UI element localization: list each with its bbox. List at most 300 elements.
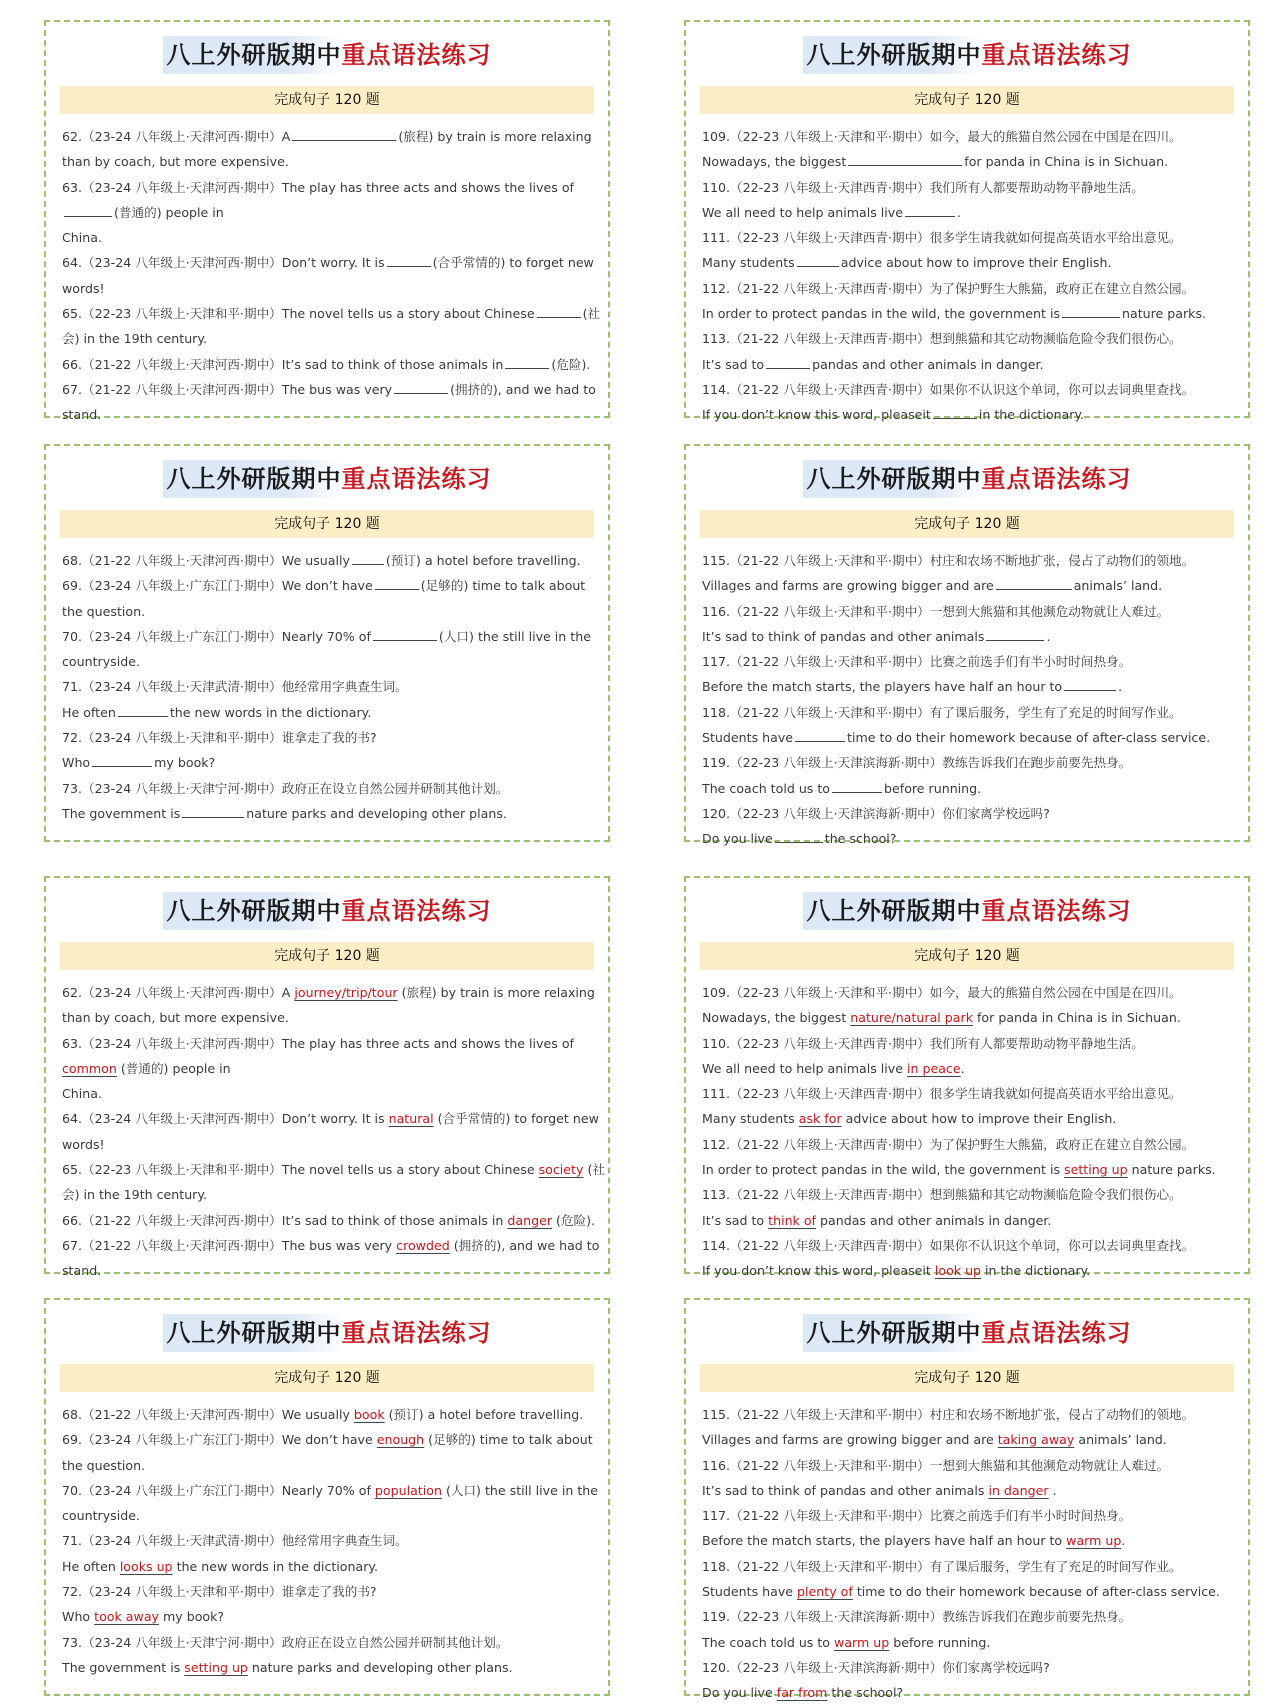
line-text: the school?	[824, 831, 897, 847]
line-text: 115.（21-22 八年级上·天津和平·期中）村庄和农场不断地扩张，侵占了动物们的领地。	[702, 553, 1195, 568]
question-list	[702, 548, 1232, 852]
line-text: Villages and farms are growing bigger and are	[702, 1432, 998, 1448]
line-text: Who	[62, 755, 91, 771]
line-text: Villages and farms are growing bigger and are	[702, 578, 994, 594]
line-text: 117.（21-22 八年级上·天津和平·期中）比赛之前选手们有半小时时间热身。	[702, 654, 1132, 670]
line-text: before running.	[889, 1634, 991, 1650]
answer-text: looks up	[119, 1558, 173, 1574]
question-line	[62, 1478, 598, 1503]
line-text: (旅程) by train is more relaxing	[397, 985, 595, 1000]
line-text: 112.（21-22 八年级上·天津西青·期中）为了保护野生大熊猫，政府正在建立自然公园。	[702, 1136, 1195, 1152]
line-text: 119.（22-23 八年级上·天津滨海新·期中）教练告诉我们在跑步前要先热身。	[702, 755, 1132, 771]
answer-text: taking away	[997, 1432, 1075, 1448]
page-title	[46, 1314, 608, 1354]
line-text: We all need to help animals live	[702, 1060, 907, 1076]
answer-card	[684, 1298, 1250, 1701]
section-banner: 完成句子 120 题	[60, 510, 594, 538]
question-line	[62, 1031, 592, 1056]
question-line	[702, 326, 1232, 351]
question-line	[62, 1208, 596, 1233]
line-text: 70.（23-24 八年级上·广东江门·期中）Nearly 70% of	[62, 628, 371, 644]
line-text: words!	[62, 1136, 105, 1152]
line-text: .	[1118, 679, 1123, 695]
line-text: Nowadays, the biggest	[702, 154, 847, 170]
answer-text: common	[62, 1060, 117, 1076]
page-title	[686, 36, 1248, 76]
question-line	[62, 1106, 599, 1131]
line-text: (普通的) people in	[114, 204, 224, 220]
title-black-part: 八上外研版期中	[803, 1314, 982, 1352]
question-line	[62, 1579, 592, 1604]
answer-text: in danger	[988, 1482, 1049, 1498]
answer-blank	[933, 404, 977, 419]
line-text: Before the match starts, the players have half an hour to	[702, 1533, 1067, 1549]
line-text: 会) in the 19th century.	[62, 331, 208, 347]
answer-blank	[795, 727, 845, 742]
answer-text: took away	[94, 1609, 159, 1625]
answer-blank	[905, 202, 955, 217]
line-text: The government is	[62, 805, 181, 821]
line-text: before running.	[884, 780, 982, 796]
answer-blank	[118, 702, 168, 717]
question-line	[702, 1056, 1232, 1081]
title-black-part: 八上外研版期中	[163, 460, 342, 498]
title-red-part: 重点语法练习	[341, 41, 492, 69]
question-line	[702, 750, 1232, 775]
title-red-part: 重点语法练习	[981, 41, 1132, 69]
question-line	[702, 1402, 1232, 1427]
answer-text: look up	[934, 1263, 982, 1279]
question-line	[62, 1427, 592, 1452]
line-text: Students have	[702, 1584, 798, 1600]
answer-text: far from	[776, 1685, 828, 1701]
page-title	[46, 36, 608, 76]
line-text: pandas and other animals in danger.	[812, 356, 1044, 372]
line-text: the question.	[62, 1457, 146, 1473]
question-line	[62, 276, 592, 301]
line-text: pandas and other animals in danger.	[816, 1212, 1052, 1228]
question-line	[62, 700, 592, 725]
line-text: countryside.	[62, 654, 140, 670]
page-title	[46, 892, 608, 932]
line-text: 62.（23-24 八年级上·天津河西·期中）A	[62, 985, 295, 1000]
line-text: (合乎常情的) to forget new	[433, 1111, 599, 1127]
line-text: than by coach, but more expensive.	[62, 1010, 289, 1026]
question-line	[702, 649, 1232, 674]
question-line	[62, 599, 592, 624]
answer-card	[44, 1298, 610, 1696]
line-text: The coach told us to	[702, 780, 831, 796]
exercise-card	[684, 20, 1250, 423]
line-text: 120.（22-23 八年级上·天津滨海新·期中）你们家离学校远吗?	[702, 805, 1050, 821]
question-line	[62, 301, 601, 326]
question-line	[702, 980, 1232, 1005]
question-line	[62, 1157, 605, 1182]
question-line	[62, 725, 592, 750]
answer-text: nature/natural park	[850, 1010, 973, 1026]
question-line	[702, 1208, 1232, 1233]
line-text: 70.（23-24 八年级上·广东江门·期中）Nearly 70% of	[62, 1482, 375, 1498]
question-line	[702, 402, 1232, 427]
line-text: 110.（22-23 八年级上·天津西青·期中）我们所有人都要帮助动物平静地生活。	[702, 179, 1144, 195]
section-banner: 完成句子 120 题	[700, 942, 1234, 970]
line-text: 114.（21-22 八年级上·天津西青·期中）如果你不认识这个单词，你可以去词典里查找。	[702, 1237, 1195, 1253]
line-text: (普通的) people in	[116, 1060, 231, 1076]
line-text: .	[1121, 1533, 1126, 1549]
question-line	[62, 1528, 592, 1553]
answer-blank	[292, 126, 396, 141]
question-line	[62, 402, 592, 427]
line-text: .	[960, 1060, 965, 1076]
question-line	[702, 200, 1232, 225]
line-text: If you don’t know this word, pleaseit	[702, 407, 931, 423]
line-text: Do you live	[702, 1685, 777, 1701]
line-text: 69.（23-24 八年级上·广东江门·期中）We don’t have	[62, 1432, 377, 1448]
question-line	[62, 1604, 592, 1629]
line-text: advice about how to improve their English.	[841, 1111, 1117, 1127]
question-list	[702, 124, 1232, 428]
line-text: 113.（21-22 八年级上·天津西青·期中）想到熊猫和其它动物濒临危险令我们很伤心。	[702, 331, 1182, 347]
question-line	[702, 700, 1232, 725]
line-text: (人口) the still live in the	[438, 628, 591, 644]
answer-blank	[394, 379, 448, 394]
question-line	[702, 149, 1232, 174]
line-text: (预订) a hotel before travelling.	[384, 1407, 584, 1422]
line-text: It’s sad to	[702, 1212, 769, 1228]
line-text: 116.（21-22 八年级上·天津和平·期中）一想到大熊猫和其他濒危动物就让人难过。	[702, 1457, 1170, 1473]
question-line	[62, 175, 592, 200]
line-text: China.	[62, 230, 102, 246]
question-line	[702, 1258, 1232, 1283]
title-red-part: 重点语法练习	[981, 1319, 1132, 1347]
line-text: 63.（23-24 八年级上·天津河西·期中）The play has three acts and shows the lives of	[62, 1035, 574, 1051]
line-text: .	[956, 204, 961, 220]
line-text: 63.（23-24 八年级上·天津河西·期中）The play has three acts and shows the lives of	[62, 179, 574, 195]
question-line	[702, 1528, 1232, 1553]
line-text: Students have	[702, 730, 794, 746]
answer-text: think of	[768, 1212, 816, 1228]
answer-blank	[182, 803, 244, 818]
question-list	[62, 980, 605, 1284]
question-line	[702, 124, 1232, 149]
answer-text: setting up	[1064, 1162, 1128, 1178]
line-text: We all need to help animals live	[702, 204, 903, 220]
question-line	[702, 1157, 1232, 1182]
answer-text: setting up	[184, 1659, 248, 1675]
question-line	[62, 1132, 592, 1157]
line-text: (社	[583, 1162, 605, 1178]
line-text: Who	[62, 1609, 95, 1625]
question-line	[702, 225, 1232, 250]
line-text: 110.（22-23 八年级上·天津西青·期中）我们所有人都要帮助动物平静地生活。	[702, 1035, 1144, 1051]
line-text: words!	[62, 280, 105, 296]
question-list	[62, 548, 592, 826]
section-banner: 完成句子 120 题	[700, 510, 1234, 538]
question-line	[702, 1233, 1232, 1258]
page-title	[686, 1314, 1248, 1354]
answer-text: plenty of	[797, 1584, 853, 1600]
line-text: in the dictionary.	[981, 1263, 1091, 1279]
line-text: time to do their homework because of after-class service.	[847, 730, 1211, 746]
question-line	[62, 1453, 592, 1478]
line-text: 73.（23-24 八年级上·天津宁河·期中）政府正在设立自然公园并研制其他计划。	[62, 780, 509, 796]
line-text: the school?	[827, 1685, 904, 1701]
question-line	[702, 1005, 1232, 1030]
question-line	[62, 1402, 592, 1427]
section-banner: 完成句子 120 题	[700, 1364, 1234, 1392]
line-text: 68.（21-22 八年级上·天津河西·期中）We usually	[62, 553, 350, 568]
line-text: 68.（21-22 八年级上·天津河西·期中）We usually	[62, 1407, 354, 1422]
question-line	[702, 826, 1232, 851]
question-line	[702, 301, 1232, 326]
line-text: 73.（23-24 八年级上·天津宁河·期中）政府正在设立自然公园并研制其他计划。	[62, 1634, 509, 1650]
line-text: (足够的) time to talk about	[420, 578, 586, 594]
line-text: (危险).	[551, 356, 591, 372]
line-text: 会) in the 19th century.	[62, 1187, 208, 1203]
question-line	[62, 1258, 592, 1283]
line-text: (社	[582, 306, 601, 322]
line-text: Many students	[702, 1111, 799, 1127]
line-text: Before the match starts, the players have half an hour to	[702, 679, 1063, 695]
question-line	[702, 801, 1232, 826]
question-line	[702, 352, 1232, 377]
question-line	[62, 801, 592, 826]
line-text: nature parks and developing other plans.	[246, 805, 507, 821]
question-line	[702, 573, 1232, 598]
line-text: 64.（23-24 八年级上·天津河西·期中）Don’t worry. It is	[62, 255, 385, 271]
question-line	[702, 377, 1232, 402]
line-text: 112.（21-22 八年级上·天津西青·期中）为了保护野生大熊猫，政府正在建立自然公园。	[702, 280, 1195, 296]
question-line	[62, 548, 592, 573]
question-line	[62, 225, 592, 250]
line-text: 65.（22-23 八年级上·天津和平·期中）The novel tells us a story about Chinese	[62, 306, 535, 322]
question-line	[62, 624, 592, 649]
line-text: in the dictionary.	[978, 407, 1085, 423]
question-line	[702, 250, 1232, 275]
line-text: .	[1048, 1482, 1057, 1498]
line-text: (拥挤的), and we had to	[450, 381, 596, 397]
question-line	[62, 674, 592, 699]
question-line	[702, 1081, 1232, 1106]
question-list	[702, 980, 1232, 1284]
line-text: China.	[62, 1086, 102, 1102]
answer-text: warm up	[1066, 1533, 1122, 1549]
answer-blank	[537, 303, 581, 318]
question-line	[62, 1005, 592, 1030]
answer-text: population	[374, 1482, 442, 1498]
question-line	[702, 725, 1232, 750]
line-text: time to do their homework because of after-class service.	[852, 1584, 1220, 1600]
line-text: 71.（23-24 八年级上·天津武清·期中）他经常用字典查生词。	[62, 679, 408, 695]
question-line	[62, 573, 592, 598]
question-line	[62, 326, 592, 351]
question-line	[62, 1554, 592, 1579]
section-banner: 完成句子 120 题	[60, 942, 594, 970]
line-text: 67.（21-22 八年级上·天津河西·期中）The bus was very	[62, 1237, 397, 1253]
question-line	[702, 1182, 1232, 1207]
title-red-part: 重点语法练习	[981, 465, 1132, 493]
question-line	[702, 1655, 1232, 1680]
page-title	[686, 460, 1248, 500]
line-text: 113.（21-22 八年级上·天津西青·期中）想到熊猫和其它动物濒临危险令我们很伤心。	[702, 1187, 1182, 1203]
line-text: 62.（23-24 八年级上·天津河西·期中）A	[62, 129, 291, 144]
question-line	[702, 624, 1232, 649]
title-black-part: 八上外研版期中	[803, 36, 982, 74]
question-line	[702, 674, 1232, 699]
answer-text: society	[538, 1162, 584, 1178]
line-text: .	[1046, 628, 1051, 644]
section-banner: 完成句子 120 题	[700, 86, 1234, 114]
answer-text: enough	[376, 1432, 425, 1448]
answer-text: journey/trip/tour	[294, 985, 398, 1000]
line-text: nature parks.	[1127, 1162, 1216, 1178]
question-line	[702, 175, 1232, 200]
question-line	[702, 1579, 1232, 1604]
line-text: (拥挤的), and we had to	[449, 1237, 600, 1253]
title-black-part: 八上外研版期中	[803, 892, 982, 930]
answer-blank	[996, 575, 1072, 590]
line-text: my book?	[154, 755, 216, 771]
question-line	[702, 1478, 1232, 1503]
line-text: stand.	[62, 407, 102, 423]
question-line	[702, 1453, 1232, 1478]
answer-blank	[64, 202, 112, 217]
question-line	[62, 377, 596, 402]
line-text: 67.（21-22 八年级上·天津河西·期中）The bus was very	[62, 381, 393, 397]
question-line	[62, 1081, 592, 1106]
exercise-card	[44, 20, 610, 423]
line-text: the new words in the dictionary.	[169, 704, 372, 720]
title-black-part: 八上外研版期中	[803, 460, 982, 498]
line-text: If you don’t know this word, pleaseit	[702, 1263, 935, 1279]
answer-text: natural	[388, 1111, 434, 1127]
exercise-card	[44, 444, 610, 842]
line-text: It’s sad to think of pandas and other animals	[702, 628, 985, 644]
answer-text: book	[353, 1407, 385, 1422]
line-text: 114.（21-22 八年级上·天津西青·期中）如果你不认识这个单词，你可以去词典里查找。	[702, 381, 1195, 397]
line-text: 109.（22-23 八年级上·天津和平·期中）如今，最大的熊猫自然公园在中国是在四川。	[702, 985, 1182, 1000]
line-text: 111.（22-23 八年级上·天津西青·期中）很多学生请我就如何提高英语水平给出意见。	[702, 230, 1182, 246]
line-text: nature parks and developing other plans.	[247, 1659, 513, 1675]
answer-blank	[505, 354, 549, 369]
line-text: 117.（21-22 八年级上·天津和平·期中）比赛之前选手们有半小时时间热身。	[702, 1508, 1132, 1524]
line-text: 120.（22-23 八年级上·天津滨海新·期中）你们家离学校远吗?	[702, 1659, 1050, 1675]
question-line	[702, 1031, 1232, 1056]
line-text: It’s sad to think of pandas and other animals	[702, 1482, 989, 1498]
line-text: 119.（22-23 八年级上·天津滨海新·期中）教练告诉我们在跑步前要先热身。	[702, 1609, 1132, 1625]
line-text: animals’ land.	[1074, 1432, 1167, 1448]
line-text: The coach told us to	[702, 1634, 835, 1650]
answer-blank	[375, 575, 419, 590]
answer-text: danger	[507, 1212, 553, 1228]
title-red-part: 重点语法练习	[981, 897, 1132, 925]
question-line	[62, 1503, 592, 1528]
answer-card	[684, 876, 1250, 1279]
answer-text: ask for	[798, 1111, 842, 1127]
question-line	[62, 980, 595, 1005]
answer-blank	[92, 752, 152, 767]
title-black-part: 八上外研版期中	[163, 1314, 342, 1352]
question-line	[62, 149, 592, 174]
exercise-card	[684, 444, 1250, 847]
question-list	[62, 1402, 598, 1680]
line-text: 69.（23-24 八年级上·广东江门·期中）We don’t have	[62, 578, 373, 594]
line-text: (预订) a hotel before travelling.	[385, 553, 581, 568]
section-banner: 完成句子 120 题	[60, 1364, 594, 1392]
title-black-part: 八上外研版期中	[163, 36, 342, 74]
answer-blank	[848, 151, 962, 166]
line-text: Many students	[702, 255, 795, 271]
line-text: (合乎常情的) to forget new	[432, 255, 594, 271]
line-text: the question.	[62, 603, 146, 619]
question-line	[702, 548, 1232, 573]
question-line	[702, 1132, 1232, 1157]
line-text: 111.（22-23 八年级上·天津西青·期中）很多学生请我就如何提高英语水平给出意见。	[702, 1086, 1182, 1102]
line-text: 109.（22-23 八年级上·天津和平·期中）如今，最大的熊猫自然公园在中国是在四川。	[702, 129, 1182, 144]
question-list	[62, 124, 601, 428]
line-text: 71.（23-24 八年级上·天津武清·期中）他经常用字典查生词。	[62, 1533, 408, 1549]
question-line	[702, 1604, 1232, 1629]
line-text: 116.（21-22 八年级上·天津和平·期中）一想到大熊猫和其他濒危动物就让人难过。	[702, 603, 1170, 619]
line-text: my book?	[159, 1609, 225, 1625]
question-line	[62, 352, 592, 377]
line-text: (足够的) time to talk about	[424, 1432, 593, 1448]
answer-blank	[387, 252, 431, 267]
question-line	[702, 1680, 1232, 1705]
line-text: The government is	[62, 1659, 185, 1675]
question-line	[62, 750, 592, 775]
question-line	[702, 599, 1232, 624]
question-line	[702, 1106, 1232, 1131]
line-text: 64.（23-24 八年级上·天津河西·期中）Don’t worry. It is	[62, 1111, 389, 1127]
line-text: countryside.	[62, 1508, 140, 1524]
question-line	[702, 1630, 1232, 1655]
line-text: for panda in China is in Sichuan.	[973, 1010, 1181, 1026]
answer-blank	[1064, 676, 1116, 691]
line-text: stand.	[62, 1263, 102, 1279]
answer-text: warm up	[834, 1634, 890, 1650]
line-text: for panda in China is in Sichuan.	[964, 154, 1169, 170]
line-text: 115.（21-22 八年级上·天津和平·期中）村庄和农场不断地扩张，侵占了动物们的领地。	[702, 1407, 1195, 1422]
title-red-part: 重点语法练习	[341, 465, 492, 493]
answer-blank	[766, 354, 810, 369]
line-text: 65.（22-23 八年级上·天津和平·期中）The novel tells us a story about Chinese	[62, 1162, 539, 1178]
line-text: animals’ land.	[1073, 578, 1163, 594]
line-text: Do you live	[702, 831, 773, 847]
line-text: It’s sad to	[702, 356, 765, 372]
answer-blank	[797, 252, 839, 267]
answer-blank	[775, 828, 823, 843]
line-text: than by coach, but more expensive.	[62, 154, 289, 170]
answer-blank	[986, 626, 1044, 641]
line-text: nature parks.	[1122, 306, 1207, 322]
answer-text: in peace	[906, 1060, 961, 1076]
line-text: 66.（21-22 八年级上·天津河西·期中）It’s sad to think of those animals in	[62, 1212, 508, 1228]
line-text: advice about how to improve their English.	[840, 255, 1112, 271]
line-text: (旅程) by train is more relaxing	[398, 129, 592, 144]
question-line	[62, 250, 592, 275]
answer-blank	[832, 778, 882, 793]
question-line	[62, 776, 592, 801]
question-line	[62, 1655, 592, 1680]
title-black-part: 八上外研版期中	[163, 892, 342, 930]
question-line	[62, 649, 592, 674]
line-text: In order to protect pandas in the wild, the government is	[702, 306, 1061, 322]
line-text: (人口) the still live in the	[441, 1482, 598, 1498]
answer-blank	[373, 626, 437, 641]
line-text: 118.（21-22 八年级上·天津和平·期中）有了课后服务，学生有了充足的时间写作业。	[702, 704, 1182, 720]
question-line	[702, 276, 1232, 301]
